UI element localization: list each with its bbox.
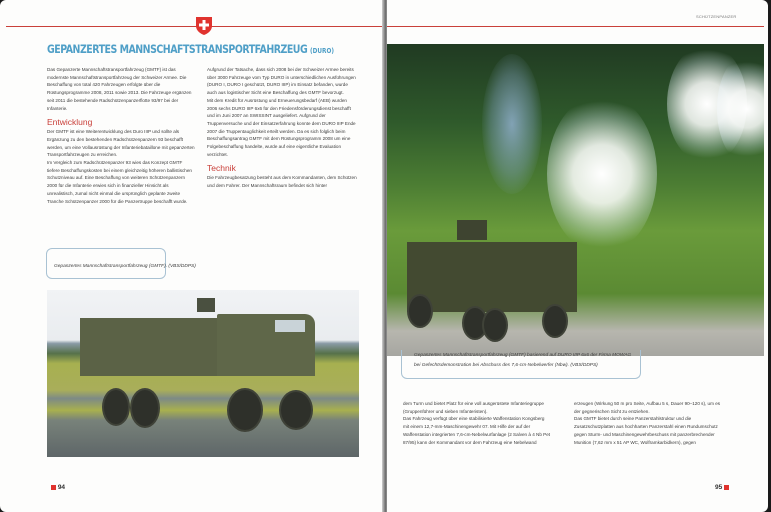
wheel	[542, 304, 568, 338]
swiss-shield-icon	[195, 16, 213, 36]
demonstration-photo	[387, 44, 764, 356]
running-head: SCHÜTZENPANZER	[696, 14, 737, 19]
text-column-2	[207, 66, 357, 190]
paragraph: Das GMTF bietet durch seine Panzerstahlstruktur und die Zusatzschutzplatten aus hochharten Panzerstahl einen Rundumschutz gegen Sturm- und Maschinengewehrbeschuss mit panzerbrechender Munition (7,62 mm x 51 AP WC, Wolframkarbidkern), gegen	[574, 416, 718, 445]
vehicle-windshield	[275, 320, 305, 332]
weapon-station	[197, 298, 215, 312]
paragraph: Der GMTF ist eine Weiterentwicklung des Duro IIIP und sollte als Ergänzung zu den bestehenden Radschützenpanzern 93 beschafft werden, um eine Vollausrüstung der Infanteriebataillone mit gepanzerten Transportfahrzeugen zu erreichen.	[47, 129, 195, 158]
paragraph: Die Fahrzeugbesatzung besteht aus dem Kommandanten, dem Schützen und dem Fahrer. Der Mannschaftsraum befindet sich hinter	[207, 175, 357, 189]
text-column-1	[47, 66, 195, 205]
smoke-burst	[547, 94, 657, 254]
wheel	[227, 388, 263, 432]
paragraph: dem Turm und bietet Platz für eine voll ausgerüstete Infanteriegruppe (Gruppenführer und sieben Infanteristen).	[403, 401, 544, 414]
article-title	[47, 42, 334, 56]
caption-text: Gepanzertes Mannschaftstransportfahrzeug (GMTF). (VBS/DDPS)	[54, 264, 196, 269]
page-marker-icon	[724, 485, 729, 490]
page-number-text: 94	[57, 484, 66, 491]
article-title-main: GEPANZERTES MANNSCHAFTSTRANSPORTFAHRZEUG	[47, 42, 308, 56]
page-number-right	[715, 484, 729, 491]
wheel	[279, 390, 313, 430]
wheel	[130, 388, 160, 428]
right-page	[387, 0, 768, 512]
wheel	[482, 308, 508, 342]
vehicle-body	[407, 242, 577, 312]
photo-caption	[401, 350, 641, 379]
caption-line-1: Gepanzertes Mannschaftstransportfahrzeug (GMTF) basierend auf DURO IIIP 6x6 der Firma MOWAG	[414, 353, 632, 358]
weapon-station	[457, 220, 487, 240]
wheel	[407, 294, 433, 328]
wheel	[102, 388, 130, 426]
paragraph: Aufgrund der Tatsache, dass sich 2008 bei der Schweizer Armee bereits über 3000 Fahrzeuge vom Typ DURO in unterschiedlichen Ausführungen (DURO I, DURO I geschützt, DURO IIIP) im Einsatz befanden, wurde auch aus logistischer Sicht eine Beschaffung des GMTF bevorzugt.	[207, 67, 356, 96]
section-heading-entwicklung: Entwicklung	[47, 117, 93, 128]
section-heading-technik: Technik	[207, 163, 236, 174]
photo-caption	[46, 248, 196, 279]
paragraph: Das Fahrzeug verfügt über eine stabilisierte Waffenstation Kongsberg mit einem 12,7-mm-Maschinengewehr 07. Mit Hilfe der auf der Waffenstation integrierten 7,6-cm-Nebelwurfanlage (2 Salven à 4 Nb Pet 87/95) kann der Kommandant vor dem Fahrzeug eine Nebelwand	[403, 416, 551, 445]
text-column-2	[574, 400, 724, 446]
page-number-left	[51, 484, 65, 491]
article-title-suffix: (DURO)	[310, 47, 334, 55]
blue-smoke	[482, 54, 542, 194]
paragraph: Mit dem Kredit für Ausrüstung und Erneuerungsbedarf (AEB) wurden 2006 sechs DURO IIIP 6x6 für den Friedensförderungsdienst beschafft und im Juni 2007 an SWISSINT ausgeliefert. Aufgrund der Truppenversuche und der Einsatzerfahrung konnte dem DURO IIIP Ende 2007 die Truppentauglichkeit erteilt werden. Da es sich folglich beim Beschaffungsantrag GMTF mit dem Rüstungsprogramm 2008 um eine Folgebeschaffung handelte, wurde auf eine eigentliche Evaluation verzichtet.	[207, 97, 356, 157]
caption-line-2: bei Gefechtsdemonstration bei Abschuss des 7,6-cm-Nebelwerfer (Nbw). (VBS/DDPS)	[414, 363, 598, 368]
paragraph: erzeugen (Wirkung 50 m pro Seite, Aufbau 5 s, Dauer 90–120 s), um es der gegnerischen Sicht zu entziehen.	[574, 401, 721, 414]
page-marker-icon	[51, 485, 56, 490]
left-page	[0, 0, 384, 512]
vehicle-photo	[47, 290, 359, 457]
page-number-text: 95	[715, 484, 723, 491]
intro-paragraph: Das Gepanzerte Mannschaftstransportfahrzeug (GMTF) ist das modernste Mannschaftstransportfahrzeug der Schweizer Armee. Die Beschaffung von total 420 Fahrzeugen erfolgte über die Rüstungsprogramme 2008, 2011 sowie 2013. Die Fahrzeuge ergänzen seit 2011 die bestehende Radschützenpanzerflotte 93/97 bei der Infanterie.	[47, 67, 192, 111]
text-column-1	[403, 400, 551, 446]
paragraph: Im Vergleich zum Radschützenpanzer 93 wies das Konzept GMTF tiefere Beschaffungskosten bei einem gleichzeitig höheren ballistischen Schutzniveau auf. Eine Beschaffung von weiteren Schützenpanzern 2000 für die Infanterie erwies sich in finanzieller Hinsicht als unrealistisch, zumal nicht einmal die ursprünglich geplante zweite Tranche Schützenpanzer 2000 für die Panzertruppe beschafft wurde.	[47, 160, 192, 204]
header-rule	[387, 26, 764, 27]
